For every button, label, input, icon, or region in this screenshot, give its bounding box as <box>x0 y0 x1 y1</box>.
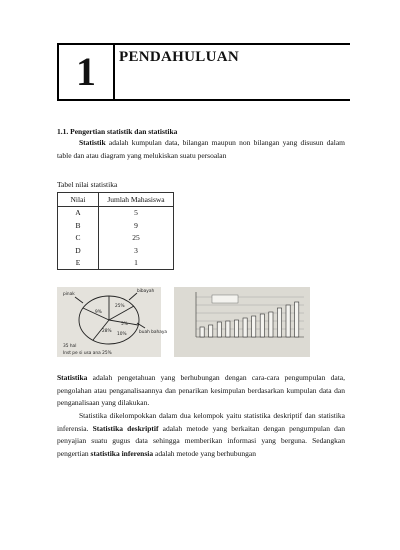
pie-value-label: 5% <box>121 322 128 327</box>
table-cell: D <box>58 244 99 257</box>
bar-chart-bar <box>286 305 290 337</box>
table-cell: 9 <box>99 219 174 232</box>
bar-chart-bar <box>234 320 238 337</box>
table-cell: 25 <box>99 232 174 245</box>
table-cell: A <box>58 206 99 219</box>
pie-leader-line <box>75 297 83 303</box>
bar-chart-bar <box>295 302 299 337</box>
column-header: Jumlah Mahasiswa <box>99 193 174 207</box>
pie-chart-figure <box>57 287 168 357</box>
body-text: adalah metode yang berkaitan dengan pengumpulan dan penyajian suatu gugus data sehingga memberikan informasi yang berguna. Sedangkan pengertian <box>57 423 345 458</box>
chapter-number-box <box>57 43 115 101</box>
table-cell: B <box>58 219 99 232</box>
body-text: adalah metode yang berhubungan <box>153 448 256 458</box>
table-cell: 5 <box>99 206 174 219</box>
bar-chart-bar <box>200 327 204 337</box>
header-rule-bottom <box>115 99 350 101</box>
term-statistika: Statistika <box>57 373 88 382</box>
pie-label: buah bahaya <box>139 330 168 335</box>
table-cell: 3 <box>99 244 174 257</box>
pie-caption: Inst pe si usa ana 25% <box>63 351 112 356</box>
table-row <box>58 219 174 232</box>
body-text: Statistika dikelompokkan dalam dua kelompok yaitu statistika deskriptif dan statistika inferensia. <box>57 411 345 433</box>
pie-chart-svg <box>57 287 168 357</box>
body-paragraph-2 <box>57 410 345 460</box>
term-statistika-inferensia: statistika inferensia <box>90 448 154 458</box>
pie-caption: 35 hal <box>63 344 77 349</box>
pie-value-label: 9% <box>95 310 102 315</box>
body-paragraph-1 <box>57 372 345 410</box>
chapter-number: 1 <box>76 49 96 94</box>
bar-chart-svg <box>174 287 310 357</box>
pie-value-label: 25% <box>115 304 125 309</box>
table-caption: Tabel nilai statistika <box>57 180 118 189</box>
table-row <box>58 232 174 245</box>
intro-paragraph <box>57 137 345 162</box>
pie-label: pinak <box>63 292 75 297</box>
table-row <box>58 244 174 257</box>
table-cell: E <box>58 257 99 270</box>
term-statistika-deskriptif: Statistika deskriptif <box>92 423 159 433</box>
column-header: Nilai <box>58 193 99 207</box>
intro-text: adalah kumpulan data, bilangan maupun non bilangan yang disusun dalam table dan atau diagram yang melukiskan suatu persoalan <box>57 138 345 160</box>
table-row <box>58 206 174 219</box>
bar-chart-bar <box>243 318 247 337</box>
table-header-row <box>58 193 174 207</box>
bar-chart-bar <box>226 321 230 337</box>
bar-chart-legend <box>212 295 238 303</box>
bar-chart-bar <box>269 312 273 337</box>
term-statistik: Statistik <box>79 138 106 147</box>
table-cell: 1 <box>99 257 174 270</box>
bar-chart-bar <box>277 308 281 337</box>
bar-chart-bar <box>209 325 213 337</box>
chapter-title: PENDAHULUAN <box>119 49 239 65</box>
grades-table <box>57 192 174 270</box>
body-text: adalah pengetahuan yang berhubungan dengan cara-cara pengumpulan data, pengolahan atau penganalisaannya dan penarikan kesimpulan berdasarkan kumpulan data dan penganalisaan yang dilakukan. <box>57 373 345 407</box>
table-cell: C <box>58 232 99 245</box>
bar-chart-bar <box>217 322 221 337</box>
section-title: 1.1. Pengertian statistik dan statistika <box>57 127 178 136</box>
bar-chart-bar <box>252 316 256 337</box>
table-row <box>58 257 174 270</box>
pie-value-label: 28% <box>102 329 112 334</box>
pie-value-label: 10% <box>117 332 127 337</box>
bar-chart-bar <box>260 314 264 337</box>
header-rule-top <box>115 43 350 45</box>
pie-leader-line <box>129 293 137 300</box>
pie-label: bibayah <box>137 289 155 294</box>
bar-chart-figure <box>174 287 310 357</box>
